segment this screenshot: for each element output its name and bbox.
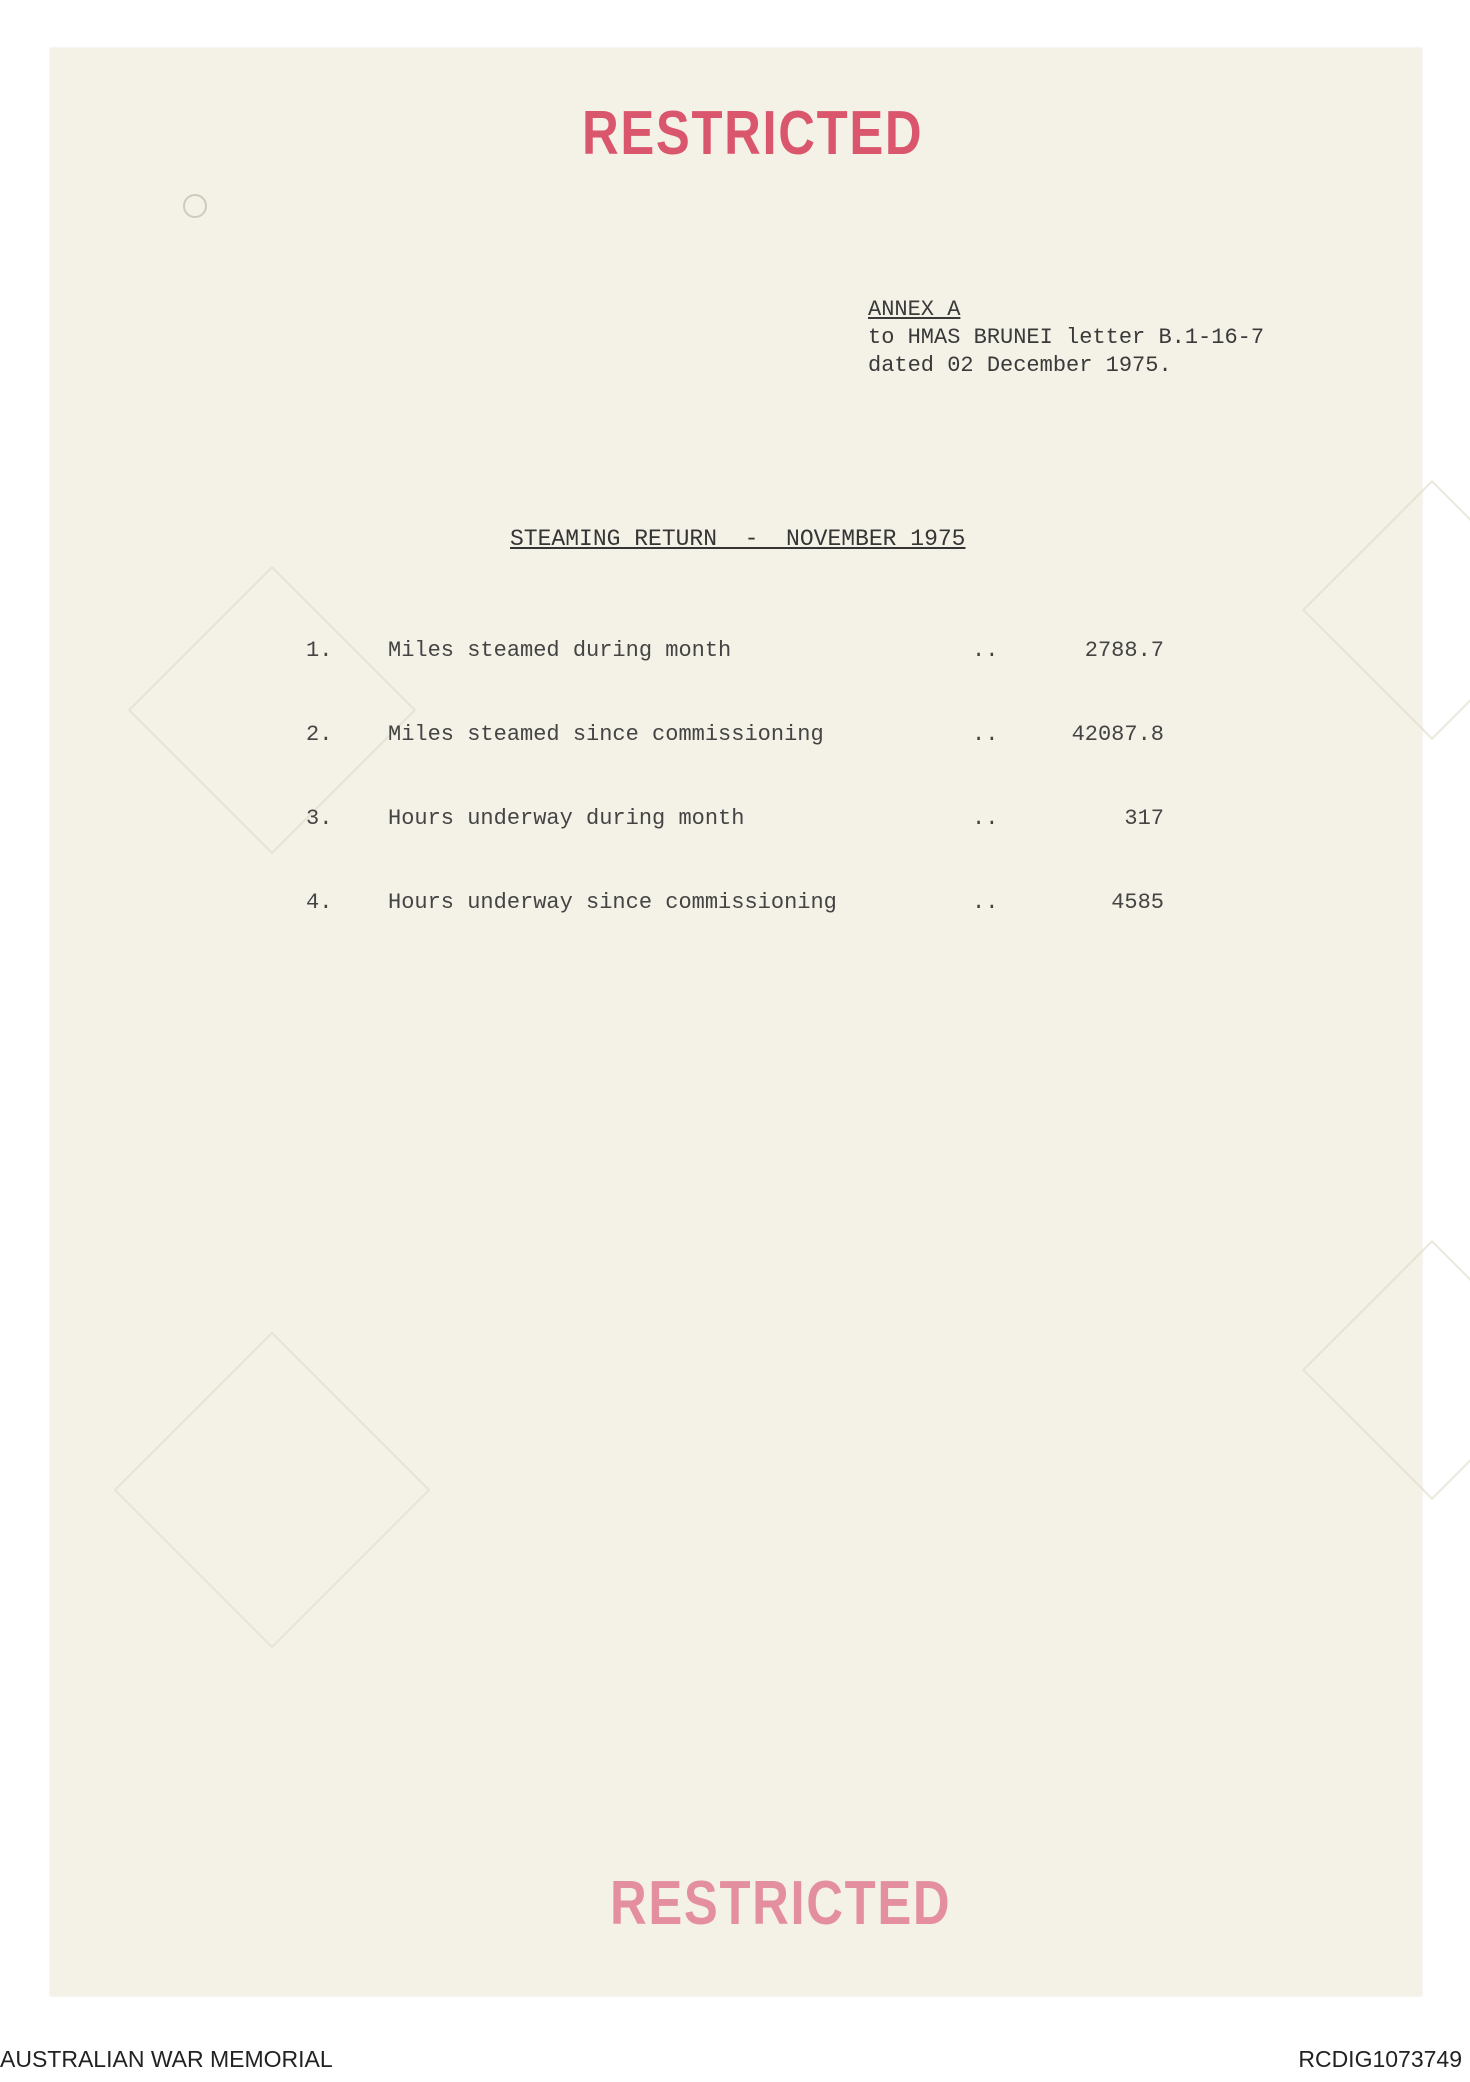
item-label: Miles steamed during month	[388, 638, 732, 663]
embossed-watermark	[114, 1332, 431, 1649]
item-leader-dots: ..	[972, 722, 999, 747]
item-label: Hours underway during month	[388, 806, 745, 831]
item-label: Hours underway since commissioning	[388, 890, 837, 915]
item-value: 42087.8	[1071, 722, 1164, 747]
punch-hole-mark	[183, 194, 207, 218]
restricted-stamp-bottom: RESTRICTED	[610, 1869, 952, 1938]
item-number: 2.	[306, 722, 333, 747]
item-value: 2788.7	[1084, 638, 1164, 663]
list-item	[50, 806, 1422, 846]
item-number: 3.	[306, 806, 333, 831]
item-number: 4.	[306, 890, 333, 915]
annex-title: ANNEX A	[868, 297, 961, 322]
restricted-stamp-top: RESTRICTED	[582, 99, 924, 168]
item-leader-dots: ..	[972, 638, 999, 663]
list-item	[50, 890, 1422, 930]
item-leader-dots: ..	[972, 806, 999, 831]
document-heading: STEAMING RETURN - NOVEMBER 1975	[510, 526, 966, 552]
document-page	[50, 48, 1422, 1996]
embossed-watermark	[1302, 1240, 1470, 1500]
annex-date: dated 02 December 1975.	[868, 353, 1172, 378]
item-number: 1.	[306, 638, 333, 663]
annex-letter-reference: to HMAS BRUNEI letter B.1-16-7	[868, 325, 1265, 350]
embossed-watermark	[1302, 480, 1470, 740]
list-item	[50, 722, 1422, 762]
list-item	[50, 638, 1422, 678]
annex-reference	[868, 296, 1264, 380]
archive-id: RCDIG1073749	[1298, 2046, 1462, 2072]
item-value: 4585	[1111, 890, 1164, 915]
archive-credit: AUSTRALIAN WAR MEMORIAL	[0, 2046, 333, 2072]
item-value: 317	[1124, 806, 1164, 831]
item-label: Miles steamed since commissioning	[388, 722, 824, 747]
item-leader-dots: ..	[972, 890, 999, 915]
